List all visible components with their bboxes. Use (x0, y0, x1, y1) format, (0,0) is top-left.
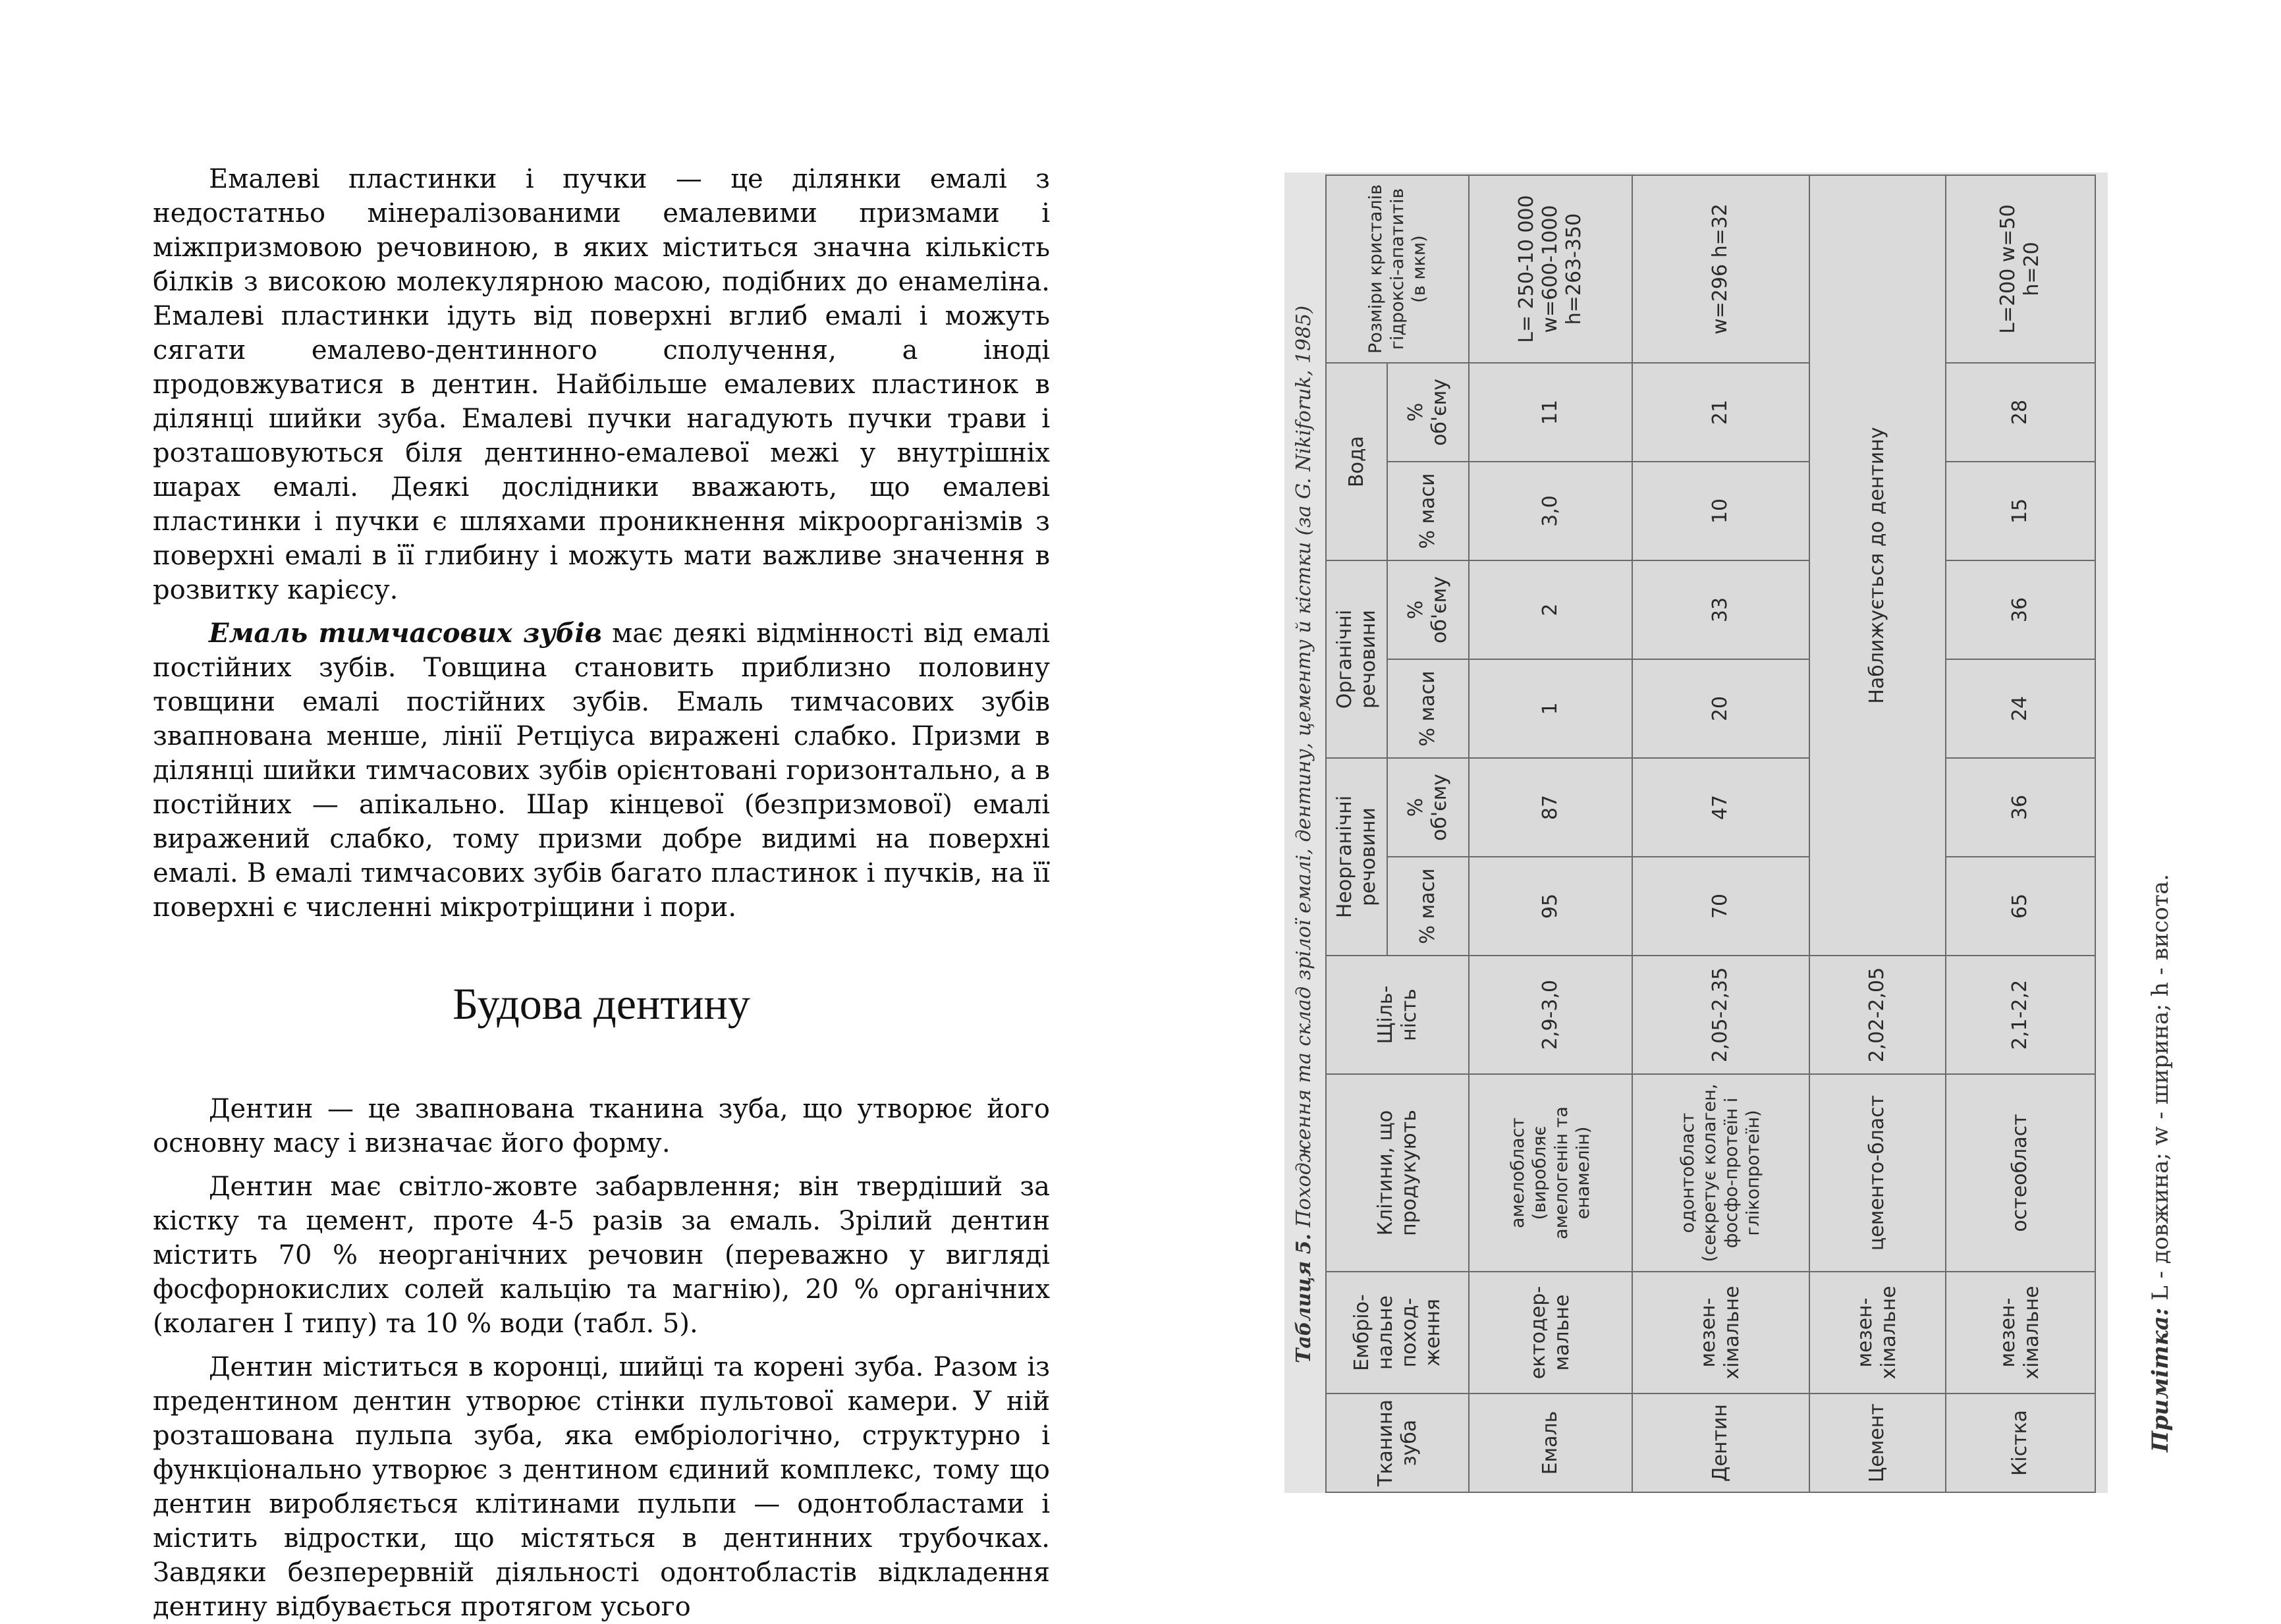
cell-organic-volume: 2 (1469, 560, 1632, 659)
table-5-rotated (1284, 176, 2101, 1493)
table-note (2134, 874, 2187, 1452)
primary-teeth-enamel-text: має деякі відмінності від емалі постійних зубів. Товщина становить приблизно половину товщини емалі постійних зубів. Емаль тимчасових зубів звапнована менше, лінії Ретціуса виражені слабко. Призми в ділянці шийки тимчасових зубів орієнтовані горизонтально, а в постійних — апікально. Шар кінцевої (безпризмової) емалі виражений слабко, тому призми добре видимі на поверхні емалі. В емалі тимчасових зубів багато пластинок і пучків, на її поверхні є численні мікротріщини і пори. (153, 618, 1050, 923)
header-origin: Ембріо-нальне поход-ження (1326, 1272, 1469, 1394)
cell-inorganic-volume: 36 (1946, 758, 2095, 857)
paragraph-enamel-lamellae: Емалеві пластинки і пучки — це ділянки емалі з недостатньо мінералізованими емалевими призмами і міжпризмовою речовиною, в яких міститься значна кількість білків з високою молекулярною масою, подібних до енамеліна. Емалеві пластинки ідуть від поверхні вглиб емалі і можуть сягати емалево-дентинного сполучення, а іноді продовжуватися в дентин. Найбільше емалевих пластинок в ділянці шийки зуба. Емалеві пучки нагадують пучки трави і розташовуються біля дентинно-емалевої межі у внутрішніх шарах емалі. Деякі дослідники вважають, що емалеві пластинки і пучки є шляхами проникнення мікроорганізмів з поверхні емалі в її глибину і можуть мати важливе значення в розвитку карієсу. (153, 164, 1050, 605)
cell-tissue: Емаль (1469, 1394, 1632, 1492)
table-caption (1284, 176, 1324, 1493)
header-water-mass: % маси (1387, 462, 1469, 560)
header-crystals: Розміри кристалів гідроксі-апатитів (в мкм) (1326, 175, 1469, 363)
cell-organic-mass: 24 (1946, 659, 2095, 758)
cell-inorganic-mass: 65 (1946, 857, 2095, 956)
primary-teeth-enamel-title: Емаль тимчасових зубів (209, 618, 602, 649)
cell-origin: мезен-хімальне (1946, 1272, 2095, 1394)
header-cells: Клітини, що продукують (1326, 1074, 1469, 1272)
cell-organic-mass: 20 (1632, 659, 1809, 758)
table-row-bone (1946, 175, 2095, 1492)
cell-inorganic-volume: 47 (1632, 758, 1809, 857)
header-inorganic: Неорганічні речовини (1326, 758, 1387, 956)
header-inorganic-volume: % об'єму (1387, 758, 1469, 857)
rotated-table-wrapper (1284, 173, 2108, 1493)
cell-water-mass: 10 (1632, 462, 1809, 560)
cell-density: 2,9-3,0 (1469, 956, 1632, 1074)
paragraph-dentin-composition: Дентин має світло-жовте забарвлення; він твердіший за кістку та цемент, проте 4-5 разів за емаль. Зрілий дентин містить 70 % неорганічних речовин (переважно у вигляді фосфорнокислих солей кальцію та магнію), 20 % органічних (колаген І типу) та 10 % води (табл. 5). (153, 1172, 1050, 1339)
cell-inorganic-mass: 95 (1469, 857, 1632, 956)
table-row-dentin (1632, 175, 1809, 1492)
paragraph-primary-teeth-enamel (153, 616, 1050, 925)
table-5 (1325, 175, 2096, 1493)
cell-cells: одонтобласт (секретує колаген, фосфо-протеїн і глікопротеїн) (1632, 1074, 1809, 1272)
cell-inorganic-volume: 87 (1469, 758, 1632, 857)
table-row-enamel (1469, 175, 1632, 1492)
cell-tissue: Дентин (1632, 1394, 1809, 1492)
cell-crystals: L= 250-10 000 w=600-1000 h=263-350 (1469, 175, 1632, 363)
cell-origin: мезен-хімальне (1809, 1272, 1946, 1394)
header-inorganic-mass: % маси (1387, 857, 1469, 956)
header-density: Щіль-ність (1326, 956, 1469, 1074)
cell-organic-mass: 1 (1469, 659, 1632, 758)
cell-water-volume: 21 (1632, 363, 1809, 462)
header-tissue: Тканина зуба (1326, 1394, 1469, 1492)
cell-water-volume: 28 (1946, 363, 2095, 462)
cell-density: 2,05-2,35 (1632, 956, 1809, 1074)
cell-density: 2,1-2,2 (1946, 956, 2095, 1074)
paragraph-dentin-definition: Дентин — це звапнована тканина зуба, що утворює його основну масу і визначає його форму. (153, 1094, 1050, 1158)
left-page-text (153, 162, 1050, 1624)
header-water: Вода (1326, 363, 1387, 560)
cell-origin: мезен-хімальне (1632, 1272, 1809, 1394)
cell-crystals: L=200 w=50 h=20 (1946, 175, 2095, 363)
cell-organic-volume: 33 (1632, 560, 1809, 659)
cell-cells: амелобласт (виробляє амелогенін та енамелін) (1469, 1074, 1632, 1272)
table-note-wrapper (2134, 874, 2187, 1452)
table-caption-text: Походження та склад зрілої емалі, дентину, цементу й кістки (за G. Nikiforuk, 1985) (1292, 306, 1315, 1234)
table-note-text: L - довжина; w - ширина; h - висота. (2147, 874, 2174, 1308)
cell-merged-note: Наближується до дентину (1809, 175, 1946, 956)
cell-origin: ектодер-мальне (1469, 1272, 1632, 1394)
header-water-volume: % об'єму (1387, 363, 1469, 462)
header-organic-mass: % маси (1387, 659, 1469, 758)
table-note-label: Примітка: (2147, 1307, 2174, 1452)
cell-tissue: Цемент (1809, 1394, 1946, 1492)
cell-cells: остеобласт (1946, 1074, 2095, 1272)
cell-cells: цементо-бласт (1809, 1074, 1946, 1272)
table-caption-label: Таблиця 5. (1292, 1233, 1315, 1363)
cell-inorganic-mass: 70 (1632, 857, 1809, 956)
cell-crystals: w=296 h=32 (1632, 175, 1809, 363)
header-organic: Органічні речовини (1326, 560, 1387, 758)
cell-water-mass: 3,0 (1469, 462, 1632, 560)
header-organic-volume: % об'єму (1387, 560, 1469, 659)
section-heading-dentin: Будова дентину (453, 979, 750, 1029)
cell-density: 2,02-2,05 (1809, 956, 1946, 1074)
cell-tissue: Кістка (1946, 1394, 2095, 1492)
cell-water-mass: 15 (1946, 462, 2095, 560)
table-header-row-1 (1326, 175, 1387, 1492)
table-row-cement (1809, 175, 1946, 1492)
paragraph-dentin-location: Дентин міститься в коронці, шийці та корені зуба. Разом із предентином дентин утворює стінки пультової камери. У ній розташована пульпа зуба, яка ембріологічно, структурно і функціонально утворює з дентином єдиний комплекс, тому що дентин виробляється клітинами пульпи — одонтобластами і містить відростки, що містяться в дентинних трубочках. Завдяки безперервній діяльності одонтобластів відкладення дентину відбувається протягом усього (153, 1352, 1050, 1622)
cell-organic-volume: 36 (1946, 560, 2095, 659)
cell-water-volume: 11 (1469, 363, 1632, 462)
